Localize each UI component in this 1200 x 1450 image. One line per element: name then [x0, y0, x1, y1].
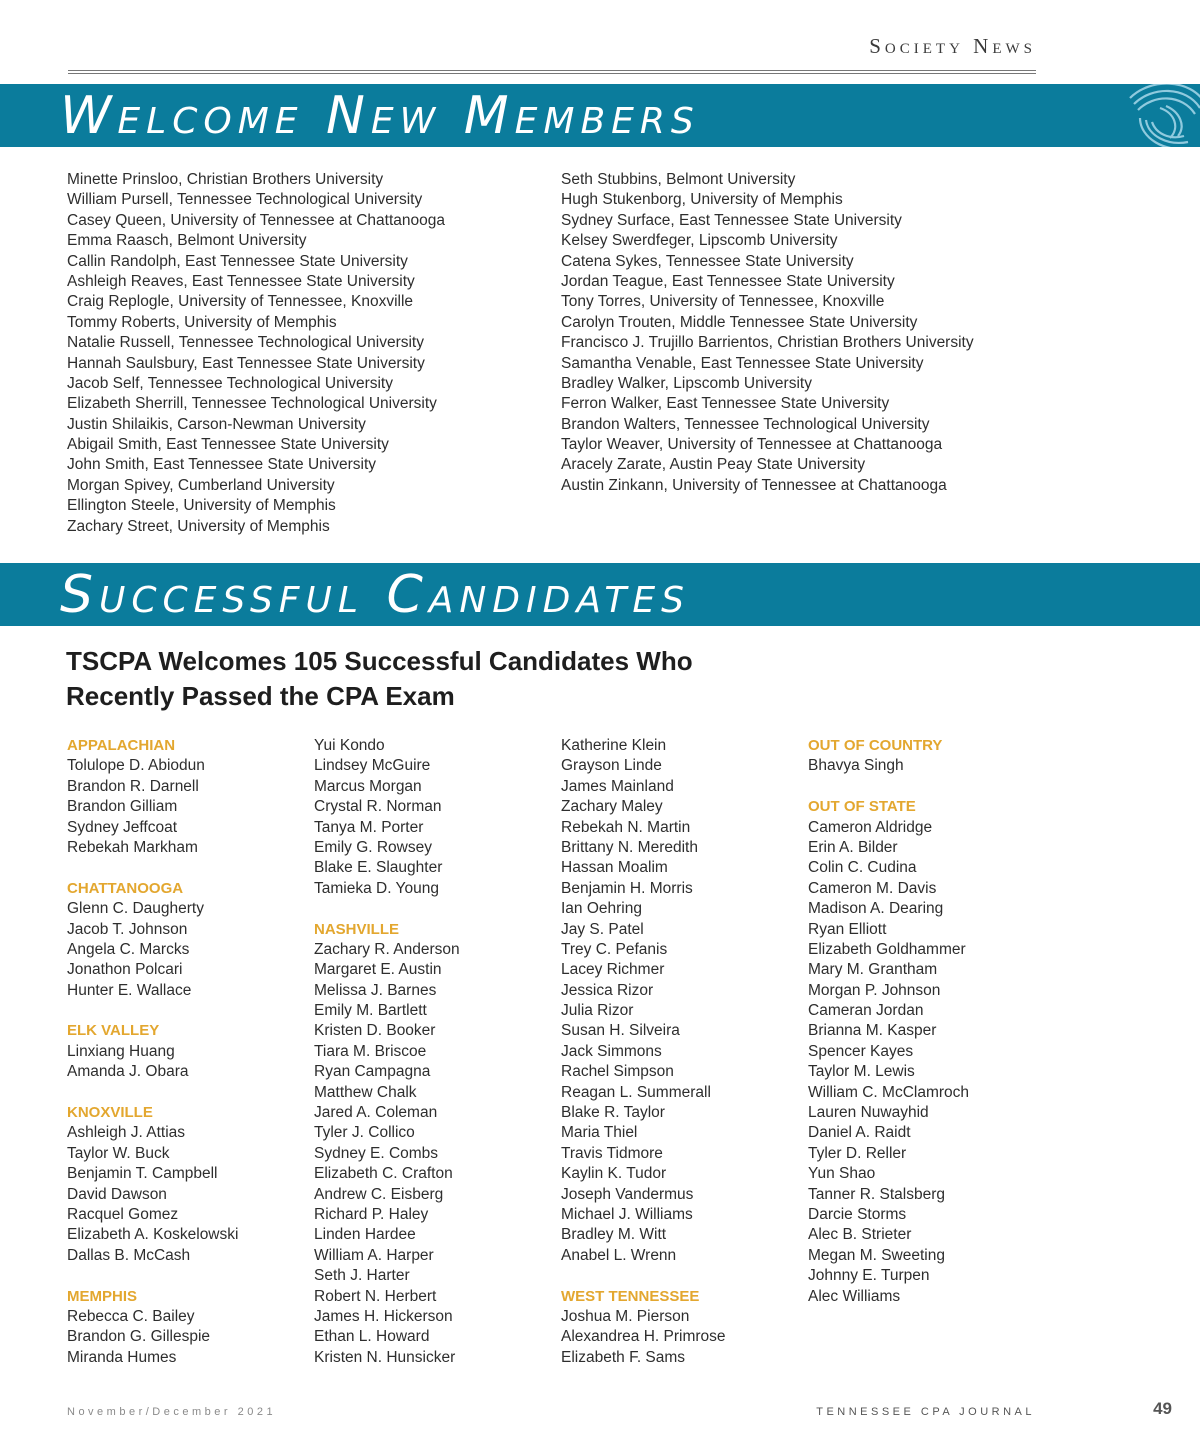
candidates-column — [561, 736, 801, 1368]
member-entry: Brandon Walters, Tennessee Technological University — [561, 415, 930, 433]
page-number: 49 — [1153, 1399, 1172, 1418]
member-entry: Austin Zinkann, University of Tennessee at Chattanooga — [561, 476, 947, 494]
region-heading: OUT OF COUNTRY — [808, 737, 943, 754]
candidate-name: Brandon Gilliam — [67, 798, 178, 816]
candidate-name: Elizabeth F. Sams — [561, 1348, 686, 1366]
member-entry: Jordan Teague, East Tennessee State University — [561, 272, 895, 290]
member-entry: Aracely Zarate, Austin Peay State University — [561, 456, 866, 474]
candidate-name: Rebekah N. Martin — [561, 818, 691, 836]
candidate-name: Seth J. Harter — [314, 1267, 410, 1285]
candidate-name: Benjamin H. Morris — [561, 879, 693, 897]
candidate-name: Rebecca C. Bailey — [67, 1307, 195, 1325]
member-entry: Sydney Surface, East Tennessee State University — [561, 211, 902, 229]
candidate-name: Johnny E. Turpen — [808, 1267, 930, 1285]
region-heading: NASHVILLE — [314, 920, 400, 938]
region-heading: CHATTANOOGA — [67, 879, 184, 897]
region-heading: APPALACHIAN — [67, 737, 176, 754]
member-entry: Casey Queen, University of Tennessee at Chattanooga — [67, 211, 445, 229]
spacer — [67, 858, 307, 878]
candidate-name: Alec B. Strieter — [808, 1226, 912, 1244]
member-entry: Elizabeth Sherrill, Tennessee Technological University — [67, 395, 437, 413]
candidate-name: Ashleigh J. Attias — [67, 1124, 186, 1142]
member-entry: Samantha Venable, East Tennessee State University — [561, 354, 924, 372]
member-entry: Ellington Steele, University of Memphis — [67, 497, 336, 515]
candidate-name: Melissa J. Barnes — [314, 981, 437, 999]
swirl-logo-icon — [1120, 84, 1200, 147]
header-rule — [68, 70, 1036, 71]
candidate-name: Ryan Campagna — [314, 1063, 431, 1081]
candidate-name: Tyler J. Collico — [314, 1124, 415, 1142]
member-entry: Seth Stubbins, Belmont University — [561, 171, 796, 188]
candidate-name: Zachary R. Anderson — [314, 940, 460, 958]
candidate-name: Marcus Morgan — [314, 777, 422, 795]
candidate-name: Emily M. Bartlett — [314, 1002, 427, 1020]
candidate-name: Daniel A. Raidt — [808, 1124, 911, 1142]
region-heading: WEST TENNESSEE — [561, 1287, 700, 1305]
welcome-banner — [0, 84, 1200, 147]
candidate-name: Reagan L. Summerall — [561, 1083, 711, 1101]
member-entry: Carolyn Trouten, Middle Tennessee State University — [561, 313, 918, 331]
member-entry: Zachary Street, University of Memphis — [67, 517, 330, 535]
candidate-name: Katherine Klein — [561, 737, 667, 754]
footer-issue: November/December 2021 — [67, 1406, 277, 1418]
candidate-name: Kristen N. Hunsicker — [314, 1348, 456, 1366]
candidates-heading: TSCPA Welcomes 105 Successful Candidates Who Recently Passed the CPA Exam — [66, 646, 693, 711]
spacer — [67, 1266, 307, 1286]
candidate-name: Julia Rizor — [561, 1002, 634, 1020]
member-entry: John Smith, East Tennessee State University — [67, 456, 377, 474]
member-entry: Taylor Weaver, University of Tennessee at Chattanooga — [561, 436, 943, 454]
candidate-name: Darcie Storms — [808, 1205, 907, 1223]
footer-journal: TENNESSEE CPA JOURNAL — [816, 1406, 1035, 1418]
candidate-name: Taylor W. Buck — [67, 1144, 170, 1162]
candidate-name: Tyler D. Reller — [808, 1144, 907, 1162]
candidate-name: Emily G. Rowsey — [314, 838, 432, 856]
candidate-name: Tanya M. Porter — [314, 818, 424, 836]
candidate-name: Kaylin K. Tudor — [561, 1165, 667, 1183]
candidates-title: Successful Candidates — [60, 565, 690, 625]
member-entry: Callin Randolph, East Tennessee State University — [67, 252, 408, 270]
member-entry: Justin Shilaikis, Carson-Newman University — [67, 415, 366, 433]
member-entry: William Pursell, Tennessee Technological University — [67, 191, 423, 209]
candidate-name: Colin C. Cudina — [808, 859, 917, 877]
candidate-name: Cameran Jordan — [808, 1002, 924, 1020]
member-entry: Natalie Russell, Tennessee Technological University — [67, 334, 424, 352]
candidate-name: Michael J. Williams — [561, 1205, 693, 1223]
candidate-name: Miranda Humes — [67, 1348, 177, 1366]
member-entry: Ferron Walker, East Tennessee State University — [561, 395, 890, 413]
candidate-name: Susan H. Silveira — [561, 1022, 680, 1040]
candidate-name: Linxiang Huang — [67, 1042, 175, 1060]
candidate-name: Joseph Vandermus — [561, 1185, 694, 1203]
member-entry: Emma Raasch, Belmont University — [67, 232, 307, 250]
candidate-name: Megan M. Sweeting — [808, 1246, 945, 1264]
member-entry: Tony Torres, University of Tennessee, Knoxville — [561, 293, 885, 311]
region-heading: ELK VALLEY — [67, 1022, 160, 1040]
candidate-name: Yui Kondo — [314, 737, 385, 754]
candidate-name: Hunter E. Wallace — [67, 981, 192, 999]
candidate-name: Angela C. Marcks — [67, 940, 190, 958]
candidate-name: Jessica Rizor — [561, 981, 654, 999]
candidate-name: Ian Oehring — [561, 900, 642, 918]
candidate-name: Lacey Richmer — [561, 961, 665, 979]
candidates-column — [314, 736, 554, 1368]
candidate-name: Ethan L. Howard — [314, 1328, 430, 1346]
candidate-name: Jacob T. Johnson — [67, 920, 188, 938]
candidate-name: David Dawson — [67, 1185, 167, 1203]
spacer — [314, 899, 554, 919]
spacer — [808, 777, 1048, 797]
candidate-name: Elizabeth C. Crafton — [314, 1165, 453, 1183]
candidate-name: Zachary Maley — [561, 798, 663, 816]
candidate-name: Cameron M. Davis — [808, 879, 937, 897]
candidate-name: Madison A. Dearing — [808, 900, 944, 918]
candidate-name: Brianna M. Kasper — [808, 1022, 937, 1040]
candidate-name: Bhavya Singh — [808, 757, 904, 775]
candidate-name: Grayson Linde — [561, 757, 662, 775]
candidate-name: William A. Harper — [314, 1246, 434, 1264]
candidate-name: Joshua M. Pierson — [561, 1307, 690, 1325]
candidate-name: Erin A. Bilder — [808, 838, 898, 856]
candidate-name: Robert N. Herbert — [314, 1287, 437, 1305]
candidates-banner — [0, 563, 1200, 626]
candidate-name: Jared A. Coleman — [314, 1104, 438, 1122]
member-entry: Ashleigh Reaves, East Tennessee State University — [67, 272, 415, 290]
members-left-column — [67, 170, 445, 537]
candidate-name: Rachel Simpson — [561, 1063, 674, 1081]
member-entry: Hannah Saulsbury, East Tennessee State University — [67, 354, 425, 372]
member-entry: Catena Sykes, Tennessee State University — [561, 252, 854, 270]
section-kicker: Society News — [869, 34, 1036, 58]
candidate-name: Tiara M. Briscoe — [314, 1042, 427, 1060]
candidate-name: Anabel L. Wrenn — [561, 1246, 677, 1264]
region-heading: OUT OF STATE — [808, 798, 916, 816]
candidate-name: Travis Tidmore — [561, 1144, 663, 1162]
candidate-name: Blake R. Taylor — [561, 1104, 665, 1122]
candidate-name: Amanda J. Obara — [67, 1063, 189, 1081]
candidate-name: Trey C. Pefanis — [561, 940, 668, 958]
candidate-name: Morgan P. Johnson — [808, 981, 941, 999]
candidate-name: Brittany N. Meredith — [561, 838, 698, 856]
candidate-name: Brandon R. Darnell — [67, 777, 199, 795]
candidate-name: Matthew Chalk — [314, 1083, 417, 1101]
candidate-name: Jonathon Polcari — [67, 961, 183, 979]
candidate-name: Alexandrea H. Primrose — [561, 1328, 726, 1346]
candidate-name: Linden Hardee — [314, 1226, 416, 1244]
candidate-name: Hassan Moalim — [561, 859, 668, 877]
candidate-name: Kristen D. Booker — [314, 1022, 436, 1040]
candidate-name: Andrew C. Eisberg — [314, 1185, 444, 1203]
candidates-column — [808, 736, 1048, 1307]
member-entry: Abigail Smith, East Tennessee State University — [67, 436, 389, 454]
member-entry: Bradley Walker, Lipscomb University — [561, 374, 812, 392]
candidate-name: Sydney Jeffcoat — [67, 818, 178, 836]
members-right-column — [561, 170, 974, 496]
candidate-name: William C. McClamroch — [808, 1083, 970, 1101]
candidate-name: James Mainland — [561, 777, 674, 795]
candidate-name: Elizabeth A. Koskelowski — [67, 1226, 239, 1244]
candidate-name: Racquel Gomez — [67, 1205, 179, 1223]
candidate-name: Rebekah Markham — [67, 838, 198, 856]
member-entry: Morgan Spivey, Cumberland University — [67, 476, 335, 494]
spacer — [67, 1083, 307, 1103]
member-entry: Hugh Stukenborg, University of Memphis — [561, 191, 843, 209]
candidate-name: James H. Hickerson — [314, 1307, 453, 1325]
candidate-name: Sydney E. Combs — [314, 1144, 439, 1162]
candidate-name: Lauren Nuwayhid — [808, 1104, 929, 1122]
candidate-name: Glenn C. Daugherty — [67, 900, 204, 918]
candidate-name: Mary M. Grantham — [808, 961, 938, 979]
candidate-name: Bradley M. Witt — [561, 1226, 667, 1244]
welcome-title: Welcome New Members — [60, 86, 700, 146]
candidate-name: Taylor M. Lewis — [808, 1063, 915, 1081]
candidate-name: Blake E. Slaughter — [314, 859, 443, 877]
header-rule — [68, 73, 1036, 74]
candidate-name: Jack Simmons — [561, 1042, 662, 1060]
candidate-name: Brandon G. Gillespie — [67, 1328, 211, 1346]
candidate-name: Margaret E. Austin — [314, 961, 442, 979]
member-entry: Jacob Self, Tennessee Technological University — [67, 374, 393, 392]
member-entry: Kelsey Swerdfeger, Lipscomb University — [561, 232, 838, 250]
member-entry: Craig Replogle, University of Tennessee, Knoxville — [67, 293, 414, 311]
candidate-name: Benjamin T. Campbell — [67, 1165, 218, 1183]
candidate-name: Cameron Aldridge — [808, 818, 933, 836]
candidates-column — [67, 736, 307, 1368]
candidate-name: Tanner R. Stalsberg — [808, 1185, 945, 1203]
member-entry: Francisco J. Trujillo Barrientos, Christian Brothers University — [561, 334, 974, 352]
candidate-name: Tamieka D. Young — [314, 879, 439, 897]
candidate-name: Lindsey McGuire — [314, 757, 431, 775]
candidate-name: Jay S. Patel — [561, 920, 644, 938]
region-heading: KNOXVILLE — [67, 1104, 153, 1122]
candidate-name: Maria Thiel — [561, 1124, 638, 1142]
region-heading: MEMPHIS — [67, 1287, 138, 1305]
spacer — [67, 1001, 307, 1021]
candidate-name: Crystal R. Norman — [314, 798, 442, 816]
spacer — [561, 1266, 801, 1286]
candidate-name: Yun Shao — [808, 1165, 876, 1183]
candidate-name: Elizabeth Goldhammer — [808, 940, 966, 958]
candidate-name: Spencer Kayes — [808, 1042, 914, 1060]
candidate-name: Alec Williams — [808, 1287, 901, 1305]
candidate-name: Dallas B. McCash — [67, 1246, 191, 1264]
member-entry: Minette Prinsloo, Christian Brothers University — [67, 171, 384, 188]
member-entry: Tommy Roberts, University of Memphis — [67, 313, 337, 331]
candidate-name: Ryan Elliott — [808, 920, 887, 938]
candidate-name: Tolulope D. Abiodun — [67, 757, 205, 775]
candidate-name: Richard P. Haley — [314, 1205, 429, 1223]
